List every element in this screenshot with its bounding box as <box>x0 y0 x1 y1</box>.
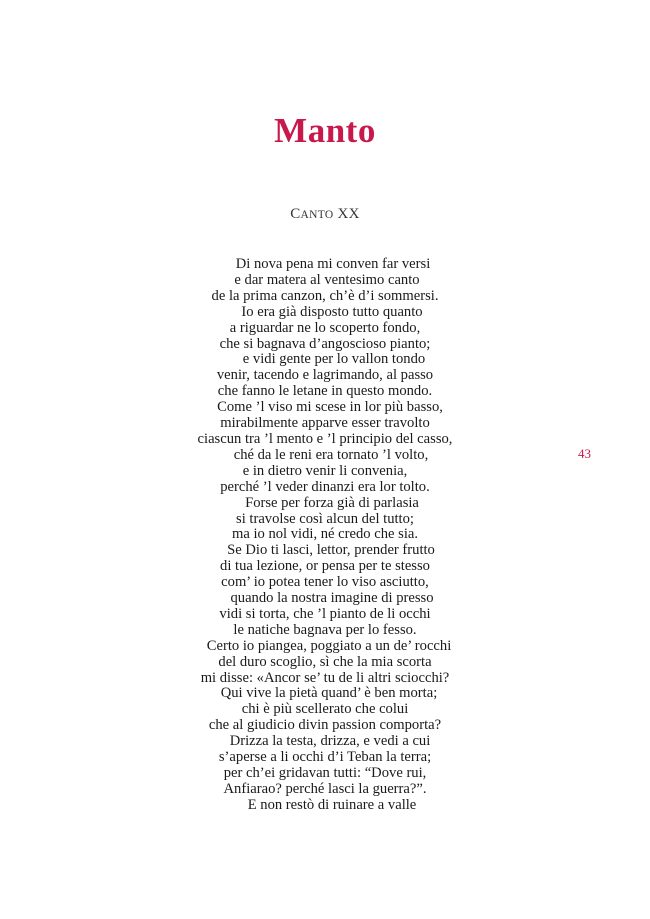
poem-line: Anfiarao? perché lasci la guerra?”. <box>223 780 427 797</box>
poem-text <box>0 257 650 814</box>
poem-line: e vidi gente per lo vallon tondo <box>242 351 426 368</box>
poem-line: ma io nol vidi, né credo che sia. <box>231 526 418 543</box>
poem-line: le natiche bagnava per lo fesso. <box>233 621 417 638</box>
poem-line: chi è più scellerato che colui <box>241 701 409 718</box>
poem-line: Se Dio ti lasci, lettor, prender frutto <box>227 542 435 559</box>
poem-line: Qui vive la pietà quand’ è ben morta; <box>220 685 438 702</box>
poem-line: mi disse: «Ancor se’ tu de li altri sciocchi? <box>200 669 450 686</box>
poem-line: di tua lezione, or pensa per te stesso <box>220 558 430 575</box>
poem-line: s’aperse a li occhi d’i Teban la terra; <box>218 749 432 766</box>
poem-line: che al giudicio divin passion comporta? <box>208 717 442 734</box>
poem-line: Certo io piangea, poggiato a un de’ rocchi <box>206 637 452 654</box>
poem-line: che si bagnava d’angoscioso pianto; <box>219 335 431 352</box>
poem-line: de la prima canzon, ch’è d’i sommersi. <box>211 287 439 304</box>
line-number: 43 <box>578 446 591 461</box>
poem-line: si travolse così alcun del tutto; <box>236 510 414 527</box>
canto-heading-smallcaps: ANTO <box>300 209 334 221</box>
poem-line: perché ’l veder dinanzi era lor tolto. <box>220 478 430 495</box>
chapter-title: Manto <box>274 111 376 151</box>
poem-line: del duro scoglio, sì che la mia scorta <box>218 653 432 670</box>
canto-heading-numeral: XX <box>337 206 360 222</box>
poem-line: com’ io potea tener lo viso asciutto, <box>221 574 429 591</box>
poem-line: per ch’ei gridavan tutti: “Dove rui, <box>223 765 427 781</box>
canto-heading-initial: C <box>290 206 301 222</box>
poem-line: quando la nostra imagine di presso <box>230 590 434 607</box>
poem-line: Drizza la testa, drizza, e vedi a cui <box>229 733 431 750</box>
poem-line: Di nova pena mi conven far versi <box>235 256 431 272</box>
poem-line: e in dietro venir li convenia, <box>242 462 408 479</box>
poem-line: Come ’l viso mi scese in lor più basso, <box>217 399 443 416</box>
poem-line: e dar matera al ventesimo canto <box>234 271 420 288</box>
poem-line: Forse per forza già di parlasia <box>245 494 419 511</box>
poem-line: ché da le reni era tornato ’l volto, <box>233 446 429 463</box>
poem-line: Io era già disposto tutto quanto <box>241 303 423 320</box>
poem-line: che fanno le letane in questo mondo. <box>217 383 433 400</box>
poem-line: mirabilmente apparve esser travolto <box>220 415 430 432</box>
canto-heading <box>0 204 650 225</box>
poem-line: a riguardar ne lo scoperto fondo, <box>229 319 421 336</box>
poem-line: ciascun tra ’l mento e ’l principio del casso, <box>197 430 453 447</box>
poem-line: E non restò di ruinare a valle <box>247 796 417 813</box>
poem-line: vidi si torta, che ’l pianto de li occhi <box>219 605 431 622</box>
poem-line: venir, tacendo e lagrimando, al passo <box>216 367 434 384</box>
